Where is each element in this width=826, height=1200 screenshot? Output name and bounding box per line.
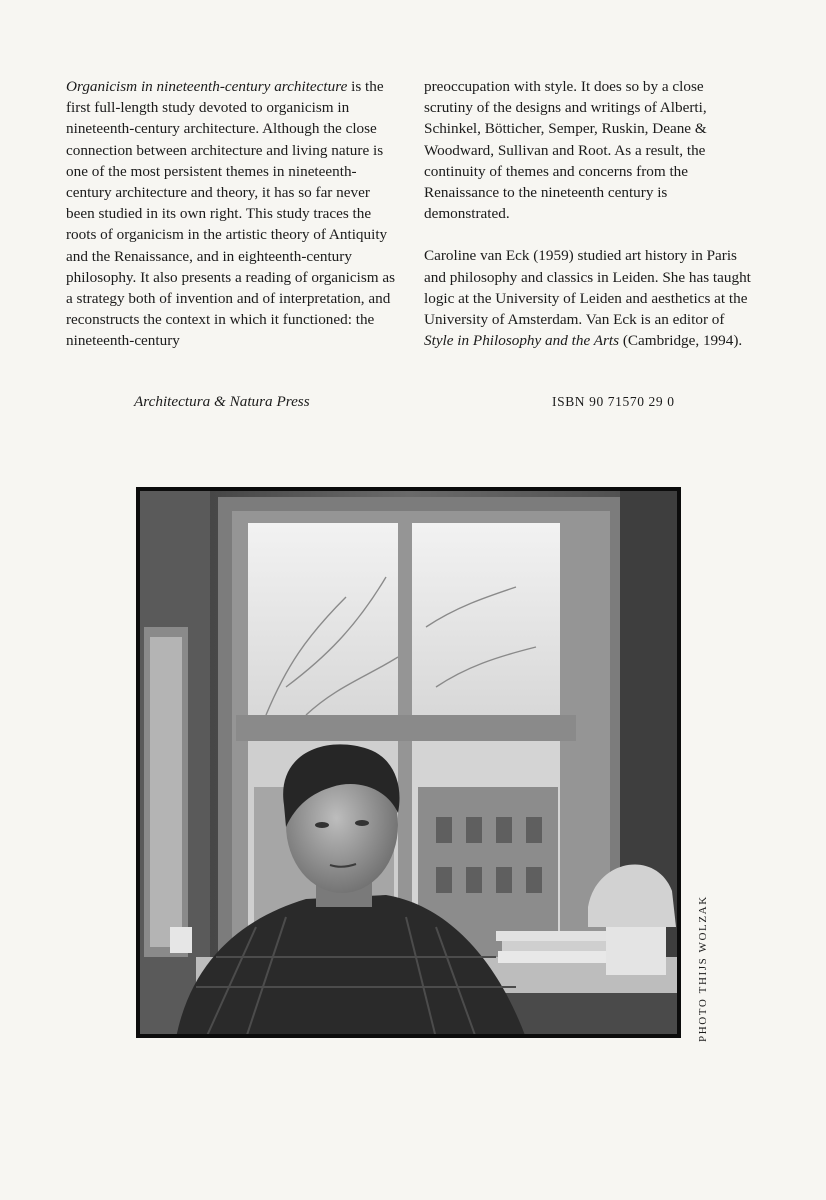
isbn: ISBN 90 71570 29 0 — [552, 394, 675, 409]
publisher-name: Architectura & Natura Press — [134, 393, 310, 410]
photo-credit: PHOTO THIJS WOLZAK — [697, 895, 709, 1042]
author-photo — [136, 487, 681, 1038]
book-title: Organicism in nineteenth-century architecture — [66, 78, 348, 95]
blurb-text: is the first full-length study devoted to organicism in nineteenth-century architecture. Although the close connection between architecture and living nature is one of the most persistent themes in nineteenth-century architecture and theory, it has so far never been studied in its own right. This study traces the roots of organicism in the artistic theory of Antiquity and the Renaissance, and in eighteenth-century philosophy. It also presents a reading of organicism as a strategy both of invention and of interpretation, and reconstructs the context in which it functioned: the nineteenth-century — [66, 78, 395, 350]
edited-book-title: Style in Philosophy and the Arts — [424, 332, 620, 350]
author-bio — [424, 245, 754, 351]
blurb-right-column — [424, 76, 754, 351]
author-bio-text: Caroline van Eck (1959) studied art history in Paris and philosophy and classics in Leiden. She has taught logic at the University of Leiden and aesthetics at the University of Amsterdam. Van Eck is an editor of — [424, 247, 751, 329]
blurb-left-column — [66, 76, 398, 352]
blurb-paragraph — [66, 76, 398, 352]
blurb-continuation: preoccupation with style. It does so by a close scrutiny of the designs and writings of Alberti, Schinkel, Bötticher, Semper, Ruskin, Deane & Woodward, Sullivan and Root. As a result, the continuity of themes and concerns from the Renaissance to the nineteenth century is demonstrated. — [424, 78, 707, 223]
author-bio-end: (Cambridge, 1994). — [619, 332, 743, 350]
